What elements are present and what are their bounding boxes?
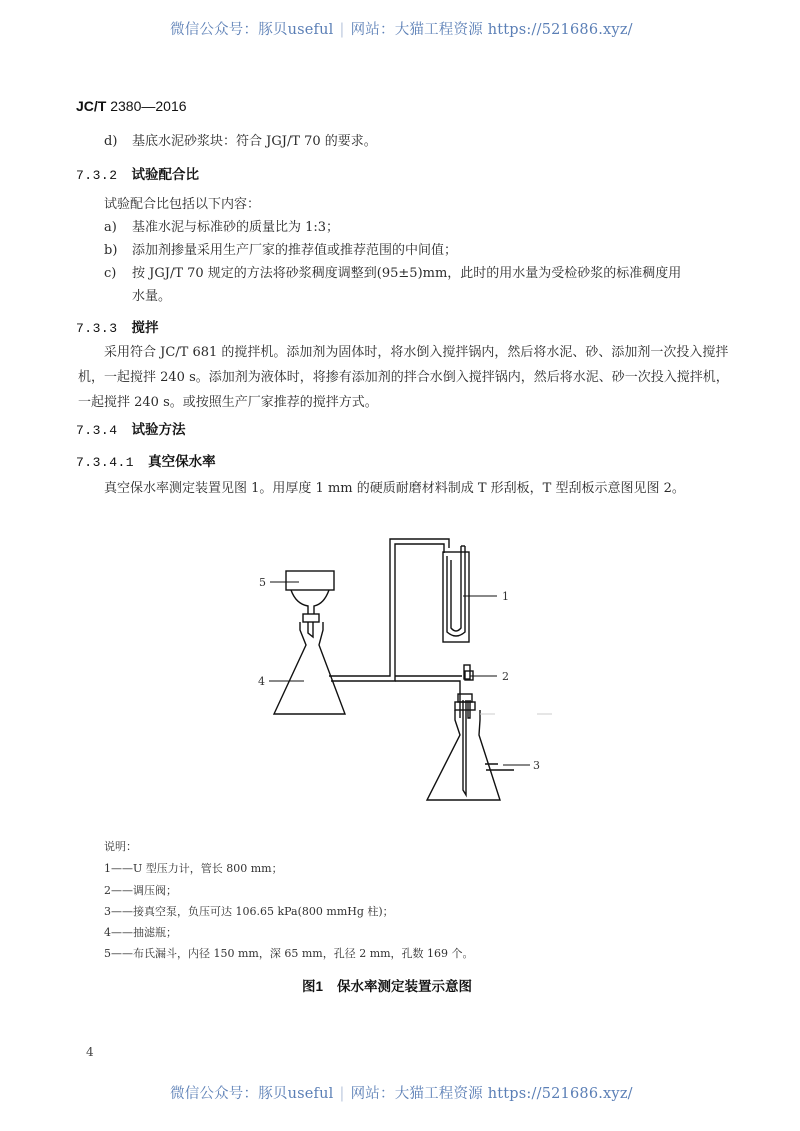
watermark-wechat: 微信公众号：豚贝useful xyxy=(170,22,334,38)
section-paragraph-mixing: 采用符合 JC/T 681 的搅拌机。添加剂为固体时，将水倒入搅拌锅内，然后将水泥、砂、添加剂一次投入搅拌机，一起搅拌 240 s。添加剂为液体时，将掺有添加剂的拌合水倒入搅拌锅内，然后将水泥、砂一次投入搅拌机，一起搅拌 240 s。或按照生产厂家推荐的搅拌方式。 xyxy=(78,345,729,410)
item-label: d) xyxy=(104,134,118,149)
standard-number: 2380—2016 xyxy=(110,98,187,114)
tube-inner xyxy=(331,544,444,681)
callout-5: 5 xyxy=(259,576,266,589)
standard-prefix: JC/T xyxy=(76,98,107,114)
watermark-separator: | xyxy=(339,1086,345,1102)
legend-item-4: 4——抽滤瓶； xyxy=(104,926,177,939)
legend-item-2: 2——调压阀； xyxy=(104,884,177,897)
funnel-stem xyxy=(308,622,313,637)
tube-to-flask-3-a xyxy=(395,681,460,718)
legend-item-5: 5——布氏漏斗，内径 150 mm，深 65 mm，孔径 2 mm，孔数 169 个。 xyxy=(104,947,474,960)
item-text: 按 JGJ/T 70 规定的方法将砂浆稠度调整到(95±5)mm，此时的用水量为受检砂浆的标准稠度用 xyxy=(132,266,682,281)
tube-outer xyxy=(329,539,449,676)
section-lead: 试验配合比包括以下内容： xyxy=(104,197,261,212)
u-tube-inner xyxy=(451,546,461,631)
legend-item-3: 3——接真空泵，负压可达 106.65 kPa(800 mmHg 柱)； xyxy=(104,905,394,918)
funnel-stopper xyxy=(303,614,319,622)
buchner-funnel-top xyxy=(286,571,334,590)
watermark-bottom xyxy=(170,1082,633,1103)
list-item-c-continuation: 水量。 xyxy=(132,289,172,304)
buchner-funnel-bowl xyxy=(291,590,329,614)
callout-1: 1 xyxy=(502,590,509,603)
legend-item-1: 1——U 型压力计，管长 800 mm； xyxy=(104,862,283,875)
section-title: 搅拌 xyxy=(131,320,159,335)
section-title: 真空保水率 xyxy=(148,454,216,469)
figure-number: 图1 xyxy=(302,979,324,994)
item-text: 基底水泥砂浆块：符合 JGJ/T 70 的要求。 xyxy=(132,134,377,149)
watermark-site: 网站：大猫工程资源 https://521686.xyz/ xyxy=(350,22,633,38)
page-number: 4 xyxy=(86,1045,94,1059)
item-text: 添加剂掺量采用生产厂家的推荐值或推荐范围的中间值； xyxy=(132,243,458,258)
callout-4: 4 xyxy=(258,675,265,688)
flask-inner-tube xyxy=(463,700,466,795)
item-text: 基准水泥与标准砂的质量比为 1:3； xyxy=(132,220,340,235)
watermark-site: 网站：大猫工程资源 https://521686.xyz/ xyxy=(350,1086,633,1102)
section-number: 7.3.4.1 xyxy=(76,455,135,470)
figure-title: 保水率测定装置示意图 xyxy=(337,979,473,994)
legend-title: 说明： xyxy=(104,840,137,853)
figure-caption xyxy=(302,975,472,995)
section-title: 试验方法 xyxy=(131,422,186,437)
item-label: b) xyxy=(104,243,118,258)
section-title: 试验配合比 xyxy=(131,167,200,182)
suction-flask xyxy=(274,622,345,714)
section-number: 7.3.4 xyxy=(76,423,118,438)
section-paragraph-vacuum: 真空保水率测定装置见图 1。用厚度 1 mm 的硬质耐磨材料制成 T 形刮板，T 型刮板示意图见图 2。 xyxy=(104,481,685,496)
section-number: 7.3.3 xyxy=(76,321,118,336)
watermark-separator: | xyxy=(339,22,345,38)
section-number: 7.3.2 xyxy=(76,168,118,183)
u-tube-outer xyxy=(447,546,465,636)
watermark-wechat: 微信公众号：豚贝useful xyxy=(170,1086,334,1102)
callout-3: 3 xyxy=(533,759,540,772)
item-label: c) xyxy=(104,266,117,281)
item-label: a) xyxy=(104,220,117,235)
callout-2: 2 xyxy=(502,670,509,683)
